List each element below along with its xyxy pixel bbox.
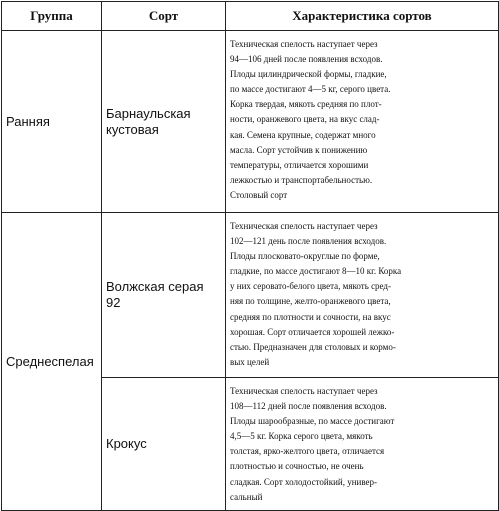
description-line: Техническая спелость наступает через (230, 386, 378, 396)
table-row (2, 213, 499, 378)
variety-cell (102, 31, 226, 213)
description-line: сладкая. Сорт холодостойкий, универ- (230, 476, 378, 487)
description-line: 94—106 дней после появления всходов. (230, 54, 383, 65)
description-line: стью. Предназначен для столовых и кормо- (230, 341, 396, 352)
description-line: сальный (230, 491, 263, 502)
description-cell (226, 213, 499, 378)
description-line: няя по толщине, желто-оранжевого цвета, (230, 296, 391, 307)
description-line: Техническая спелость наступает через (230, 39, 378, 49)
description-line: Техническая спелость наступает через (230, 221, 378, 231)
description-cell (226, 31, 499, 213)
description-line: Корка твердая, мякоть средняя по плот- (230, 99, 382, 110)
header-row (2, 2, 499, 31)
group-cell: Ранняя (2, 31, 102, 213)
variety-name-line: Волжская серая 92 (106, 279, 204, 310)
description-line: Плоды шарообразные, по массе достигают (230, 416, 395, 427)
variety-name-line: кустовая (106, 121, 159, 137)
description-line: по массе достигают 4—5 кг, серого цвета. (230, 84, 391, 95)
description-line: толстая, ярко-желтого цвета, отличается (230, 446, 385, 457)
description-line: хорошая. Сорт отличается хорошей лежко- (230, 326, 395, 337)
description-line: 108—112 дней после появления всходов. (230, 401, 387, 412)
variety-name-line: Барнаульская (106, 105, 191, 121)
group-cell: Среднеспелая (2, 213, 102, 511)
description-line: лежкостью и транспортабельностью. (230, 174, 373, 185)
description-line: плотностью и сочностью, не очень (230, 461, 364, 472)
description-line: Столовый сорт (230, 189, 288, 200)
header-group: Группа (2, 2, 102, 31)
description-line: гладкие, по массе достигают 8—10 кг. Корка (230, 266, 402, 277)
variety-cell (102, 213, 226, 378)
description-line: 4,5—5 кг. Корка серого цвета, мякоть (230, 431, 373, 442)
description-line: Плоды плосковато-округлые по форме, (230, 251, 380, 262)
description-line: у них серовато-белого цвета, мякоть сред- (230, 281, 392, 292)
description-cell (226, 378, 499, 511)
description-line: Плоды цилиндрической формы, гладкие, (230, 69, 387, 80)
header-variety: Сорт (102, 2, 226, 31)
varieties-table (1, 1, 499, 511)
description-line: 102—121 день после появления всходов. (230, 236, 387, 247)
description-line: средняя по плотности и сочности, на вкус (230, 311, 391, 322)
description-line: температуры, отличается хорошими (230, 159, 369, 170)
description-line: ности, оранжевого цвета, на вкус слад- (230, 114, 380, 125)
header-characteristic: Характеристика сортов (226, 2, 499, 31)
description-line: вых целей (230, 356, 270, 367)
table-row (2, 31, 499, 213)
variety-name-line: Крокус (106, 436, 147, 451)
description-line: масла. Сорт устойчив к понижению (230, 144, 368, 155)
variety-cell (102, 378, 226, 511)
description-line: кая. Семена крупные, содержат много (230, 129, 376, 140)
